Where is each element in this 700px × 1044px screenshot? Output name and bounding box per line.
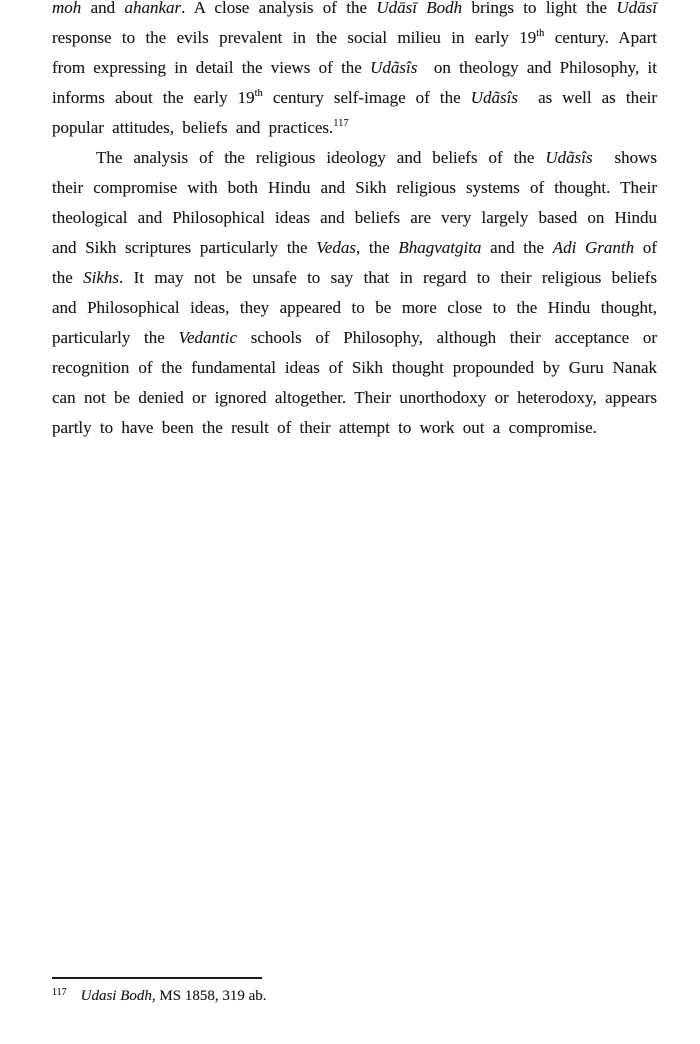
footnote-text: Udasi Bodh, MS 1858, 319 ab. xyxy=(80,988,267,1004)
paragraph-continuation: moh and ahankar. A close analysis of the Udāsī Bodh brings to light the Udāsī response to the evils prevalent in the social milieu in early 19th century. Apart from expressing in detail the views of the Udãsîs on theology and Philosophy, it informs about the early 19th century self-image of the Udãsîs as well as their popular attitudes, beliefs and practices.$^{117}$ xyxy=(52,0,658,137)
footnote-marker: 117 xyxy=(52,987,67,998)
paragraph-analysis: The analysis of the religious ideology and beliefs of the Udãsîs shows their compromise with both Hindu and Sikh religious systems of thought. Their theological and Philosophical ideas and beliefs are very largely based on Hindu and Sikh scriptures particularly the Vedas, the Bhagvatgita and the Adi Granth of the Sikhs. It may not be unsafe to say that in regard to their religious beliefs and Philosophical ideas, they appeared to be more close to the Hindu thought, particularly the Vedantic schools of Philosophy, although their acceptance or recognition of the fundamental ideas of Sikh thought propounded by Guru Nanak can not be denied or ignored altogether. Their unorthodoxy or heterodoxy, appears partly to have been the result of their attempt to work out a compromise. xyxy=(52,148,658,437)
footnote-area xyxy=(52,977,657,1007)
body-text xyxy=(52,0,657,443)
footnote-separator-rule xyxy=(52,977,262,979)
footnote xyxy=(52,986,657,1007)
